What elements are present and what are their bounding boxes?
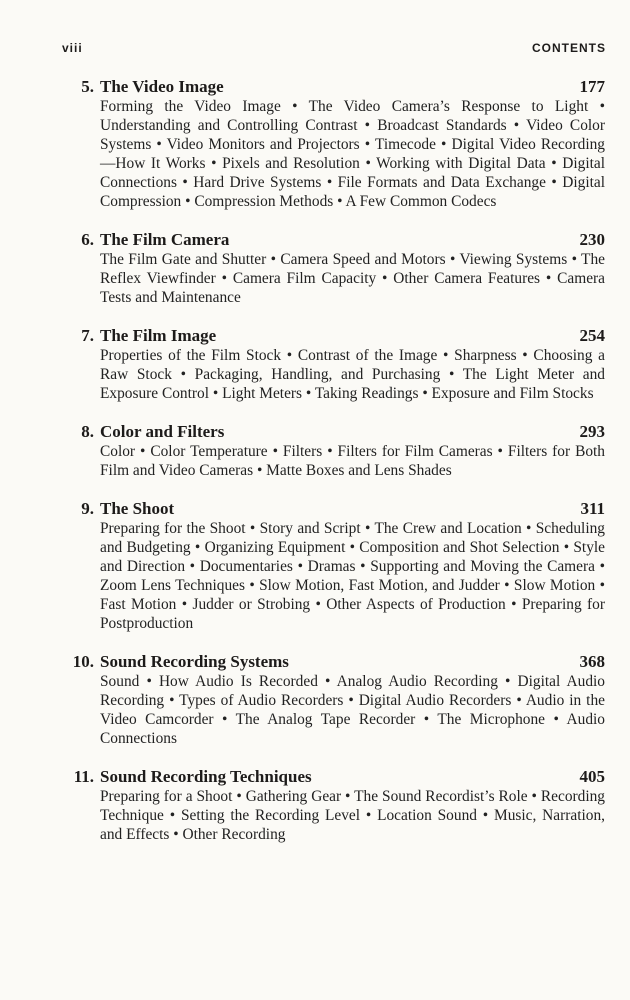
chapter-number: 9. — [81, 499, 94, 518]
running-head — [62, 41, 606, 57]
chapter-topics: Properties of the Film Stock • Contrast of the Image • Sharpness • Choosing a Raw Stock • Packaging, Handling, and Purchasing • The Light Meter and Exposure Control • Light Meters • Taking Readings • Exposure and Film Stocks — [100, 347, 605, 402]
chapter-title: The Film Camera — [100, 230, 230, 249]
running-head-title: CONTENTS — [532, 41, 606, 55]
chapter-number: 5. — [81, 77, 94, 96]
chapter-number: 7. — [81, 326, 94, 345]
chapter-title: The Shoot — [100, 499, 175, 518]
chapter-page-number: 368 — [579, 652, 605, 671]
chapter-title: The Film Image — [100, 326, 217, 345]
chapter-page-number: 177 — [579, 77, 605, 96]
chapter-heading — [81, 325, 605, 346]
chapter-number: 6. — [81, 230, 94, 249]
chapter-number: 11. — [73, 767, 94, 786]
chapter-heading — [72, 651, 605, 672]
chapter-entry — [60, 651, 605, 748]
chapter-entry — [60, 421, 605, 480]
chapter-entry — [60, 76, 605, 211]
chapter-topics: Forming the Video Image • The Video Camera’s Response to Light • Understanding and Controlling Contrast • Broadcast Standards • Video Color Systems • Video Monitors and Projectors • Timecode • Digital Video Recording—How It Works • Pixels and Resolution • Working with Digital Data • Digital Connections • Hard Drive Systems • File Formats and Data Exchange • Digital Compression • Compression Methods • A Few Common Codecs — [100, 98, 605, 210]
chapter-heading — [73, 766, 605, 787]
chapter-title: Sound Recording Techniques — [100, 767, 312, 786]
chapter-number: 8. — [81, 422, 94, 441]
chapter-heading — [81, 498, 605, 519]
chapter-heading — [81, 76, 605, 97]
chapter-entry — [60, 325, 605, 403]
chapter-topics: Color • Color Temperature • Filters • Filters for Film Cameras • Filters for Both Film and Video Cameras • Matte Boxes and Lens Shades — [100, 443, 605, 479]
chapter-title: Sound Recording Systems — [100, 652, 289, 671]
chapter-title: The Video Image — [100, 77, 224, 96]
chapter-topics: The Film Gate and Shutter • Camera Speed and Motors • Viewing Systems • The Reflex Viewfinder • Camera Film Capacity • Other Camera Features • Camera Tests and Maintenance — [100, 251, 605, 306]
chapter-number: 10. — [72, 652, 94, 671]
page-folio: viii — [62, 41, 83, 55]
chapter-page-number: 254 — [579, 326, 605, 345]
chapter-entry — [60, 229, 605, 307]
chapter-entry — [60, 498, 605, 633]
chapter-entry — [60, 766, 605, 844]
chapter-heading — [81, 229, 605, 250]
contents-list — [60, 76, 605, 862]
chapter-topics: Preparing for the Shoot • Story and Script • The Crew and Location • Scheduling and Budgeting • Organizing Equipment • Composition and Shot Selection • Style and Direction • Documentaries • Dramas • Supporting and Moving the Camera • Zoom Lens Techniques • Slow Motion, Fast Motion, and Judder • Slow Motion • Fast Motion • Judder or Strobing • Other Aspects of Production • Preparing for Postproduction — [100, 520, 605, 632]
chapter-page-number: 311 — [580, 499, 605, 518]
chapter-topics: Sound • How Audio Is Recorded • Analog Audio Recording • Digital Audio Recording • Types of Audio Recorders • Digital Audio Recorders • Audio in the Video Camcorder • The Analog Tape Recorder • The Microphone • Audio Connections — [100, 673, 605, 747]
chapter-page-number: 230 — [579, 230, 605, 249]
chapter-title: Color and Filters — [100, 422, 225, 441]
chapter-page-number: 293 — [579, 422, 605, 441]
chapter-topics: Preparing for a Shoot • Gathering Gear • The Sound Recordist’s Role • Recording Technique • Setting the Recording Level • Location Sound • Music, Narration, and Effects • Other Recording — [100, 788, 605, 843]
chapter-heading — [81, 421, 605, 442]
chapter-page-number: 405 — [579, 767, 605, 786]
